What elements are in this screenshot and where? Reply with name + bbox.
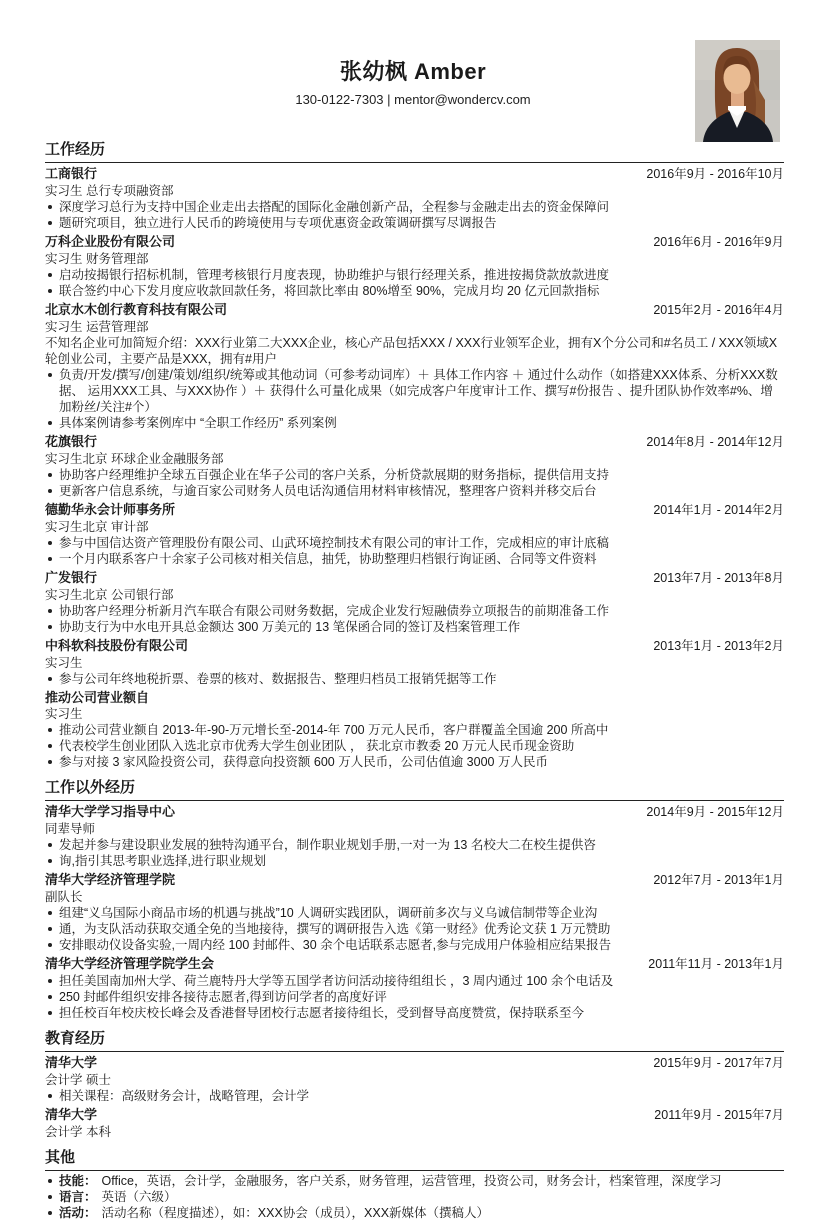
role-line: 实习生北京 审计部	[45, 520, 149, 534]
entry-tsinghua-sem-union	[45, 955, 784, 1021]
bullet-item: 协助客户经理分析新月汽车联合有限公司财务数据，完成企业发行短融债券立项报告的前期准备工作	[45, 603, 784, 619]
bullet-item: 组建“义乌国际小商品市场的机遇与挑战”10 人调研实践团队，调研前多次与义乌诚信制带等企业沟	[45, 905, 784, 921]
section-education	[45, 1029, 784, 1140]
entry-vanke	[45, 233, 784, 299]
other-label: 活动：	[59, 1206, 97, 1220]
bullet-item: 参与公司年终地税折票、卷票的核对、数据报告、整理归档员工报销凭据等工作	[45, 671, 784, 687]
date-range: 2013年7月 - 2013年8月	[653, 571, 784, 585]
person-photo-icon	[695, 40, 780, 142]
org-name: 清华大学经济管理学院	[45, 872, 176, 887]
section-title: 教育经历	[45, 1029, 784, 1052]
bullet-item: 代表校学生创业团队入选北京市优秀大学生创业团队 ， 获北京市教委 20 万元人民币现金资助	[45, 738, 784, 754]
other-text: 英语（六级）	[101, 1190, 177, 1204]
date-range: 2014年9月 - 2015年12月	[646, 805, 784, 819]
role-line: 实习生	[45, 707, 83, 721]
contact-line: 130-0122-7303 | mentor@wondercv.com	[295, 92, 531, 107]
bullet-item: 推动公司营业额自 2013-年-90-万元增长至-2014-年 700 万元人民币，客户群覆盖全国逾 200 所高中	[45, 722, 784, 738]
bullet-item: 250 封邮件组织安排各接待志愿者,得到访问学者的高度好评	[45, 989, 784, 1005]
org-name: 广发银行	[45, 570, 98, 585]
date-range: 2015年2月 - 2016年4月	[653, 303, 784, 317]
date-range: 2016年9月 - 2016年10月	[646, 167, 784, 181]
bullet-item: 通，为支队活动获取交通全免的当地接待，撰写的调研报告入选《第一财经》优秀论文获 1 万元赞助	[45, 921, 784, 937]
other-text: 活动名称（程度描述），如：XXX协会（成员），XXX新媒体（撰稿人）	[101, 1206, 490, 1220]
date-range: 2013年1月 - 2013年2月	[653, 639, 784, 653]
bullet-item: 更新客户信息系统，与逾百家公司财务人员电话沟通信用材料审核情况，整理客户资料并移交后台	[45, 483, 784, 499]
role-line: 副队长	[45, 890, 83, 904]
date-range: 2011年9月 - 2015年7月	[654, 1108, 784, 1122]
role-line: 实习生北京 环球企业金融服务部	[45, 452, 224, 466]
role-line: 实习生 总行专项融资部	[45, 184, 174, 198]
profile-photo	[695, 40, 780, 142]
section-title: 工作以外经历	[45, 778, 784, 801]
entry-tsinghua-master	[45, 1054, 784, 1104]
org-name: 工商银行	[45, 166, 98, 181]
other-activities	[45, 1205, 784, 1221]
entry-tsinghua-sem	[45, 871, 784, 953]
bullet-item: 负责/开发/撰写/创建/策划/组织/统筹或其他动词（可参考动词库）＋ 具体工作内容 ＋ 通过什么动作（如搭建XXX体系、分析XXX数据、 运用XXX工具、与XXX协作 ）＋ 获得什么可量化成果（如完成客户年度审计工作、撰写#份报告 、提升团队协作效率#%、增加粉丝/关注#个）	[45, 367, 784, 415]
bullet-item: 担任美国南加州大学、荷兰鹿特丹大学等五国学者访问活动接待组组长 ，3 周内通过 100 余个电话及	[45, 973, 784, 989]
entry-citi	[45, 433, 784, 499]
bullet-item: 安排眼动仪设备实验,一周内经 100 封邮件、30 余个电话联系志愿者,参与完成用户体验相应结果报告	[45, 937, 784, 953]
section-extracurricular	[45, 778, 784, 1021]
org-name: 清华大学学习指导中心	[45, 804, 176, 819]
bullet-item: 启动按揭银行招标机制，管理考核银行月度表现，协助维护与银行经理关系，推进按揭贷款放款进度	[45, 267, 784, 283]
bullet-item: 深度学习总行为支持中国企业走出去搭配的国际化金融创新产品，全程参与金融走出去的资金保障问	[45, 199, 784, 215]
org-name: 德勤华永会计师事务所	[45, 502, 176, 517]
other-text: Office，英语，会计学，金融服务，客户关系，财务管理，运营管理，投资公司，财务会计，档案管理，深度学习	[101, 1174, 722, 1188]
bullet-item: 参与对接 3 家风险投资公司，获得意向投资额 600 万人民币，公司估值逾 3000 万人民币	[45, 754, 784, 770]
entry-revenue-growth	[45, 689, 784, 770]
section-other	[45, 1148, 784, 1221]
date-range: 2016年6月 - 2016年9月	[653, 235, 784, 249]
other-skills	[45, 1173, 784, 1189]
org-name: 中科软科技股份有限公司	[45, 638, 189, 653]
role-line: 实习生 运营管理部	[45, 320, 149, 334]
bullet-item: 一个月内联系客户十余家子公司核对相关信息，抽凭，协助整理归档银行询证函、合同等文件资料	[45, 551, 784, 567]
org-name: 北京水木创行教育科技有限公司	[45, 302, 228, 317]
role-line: 实习生 财务管理部	[45, 252, 149, 266]
bullet-item: 联合签约中心下发月度应收款回款任务，将回款比率由 80%增至 90%，完成月均 20 亿元回款指标	[45, 283, 784, 299]
section-work-experience	[45, 140, 784, 770]
entry-shuimu	[45, 301, 784, 431]
date-range: 2014年1月 - 2014年2月	[653, 503, 784, 517]
role-line: 实习生	[45, 656, 83, 670]
role-line: 同辈导师	[45, 822, 96, 836]
role-line: 实习生北京 公司银行部	[45, 588, 174, 602]
bullet-item: 具体案例请参考案例库中 “全职工作经历” 系列案例	[45, 415, 784, 431]
degree-line: 会计学 硕士	[45, 1073, 111, 1087]
entry-tsinghua-guidance-center	[45, 803, 784, 869]
org-name: 推动公司营业额自	[45, 690, 150, 705]
date-range: 2011年11月 - 2013年1月	[648, 957, 784, 971]
bullet-item: 担任校百年校庆校长峰会及香港督导团校行志愿者接待组长，受到督导高度赞赏，保持联系至今	[45, 1005, 784, 1021]
entry-tsinghua-bachelor	[45, 1106, 784, 1140]
company-intro: 不知名企业可加简短介绍：XXX行业第二大XXX企业，核心产品包括XXX / XXX行业领军企业，拥有X个分公司和#名员工 / XXX领域X轮创业公司，主要产品是XXX，拥有#用户	[45, 336, 778, 366]
section-title: 工作经历	[45, 140, 784, 163]
bullet-item: 协助客户经理维护全球五百强企业在华子公司的客户关系，分析贷款展期的财务指标，提供信用支持	[45, 467, 784, 483]
bullet-item: 参与中国信达资产管理股份有限公司、山武环境控制技术有限公司的审计工作，完成相应的审计底稿	[45, 535, 784, 551]
other-label: 语言：	[59, 1190, 97, 1204]
entry-icbc	[45, 165, 784, 231]
candidate-name: 张幼枫 Amber	[339, 59, 487, 84]
entry-deloitte	[45, 501, 784, 567]
date-range: 2012年7月 - 2013年1月	[653, 873, 784, 887]
resume-body	[0, 140, 826, 1221]
bullet-item: 询,指引其思考职业选择,进行职业规划	[45, 853, 784, 869]
section-title: 其他	[45, 1148, 784, 1171]
bullet-item: 协助支行为中水电开具总金额达 300 万美元的 13 笔保函合同的签订及档案管理工作	[45, 619, 784, 635]
date-range: 2014年8月 - 2014年12月	[646, 435, 784, 449]
degree-line: 会计学 本科	[45, 1125, 111, 1139]
bullet-item: 题研究项目，独立进行人民币的跨境使用与专项优惠资金政策调研撰写尽调报告	[45, 215, 784, 231]
org-name: 清华大学	[45, 1055, 98, 1070]
date-range: 2015年9月 - 2017年7月	[653, 1056, 784, 1070]
org-name: 清华大学	[45, 1107, 98, 1122]
other-label: 技能：	[59, 1174, 97, 1188]
bullet-item: 发起并参与建设职业发展的独特沟通平台，制作职业规划手册,一对一为 13 名校大二在校生提供咨	[45, 837, 784, 853]
other-language	[45, 1189, 784, 1205]
org-name: 万科企业股份有限公司	[45, 234, 176, 249]
entry-sinosoft	[45, 637, 784, 687]
org-name: 清华大学经济管理学院学生会	[45, 956, 215, 971]
entry-cgb	[45, 569, 784, 635]
org-name: 花旗银行	[45, 434, 98, 449]
bullet-item: 相关课程：高级财务会计，战略管理，会计学	[45, 1088, 784, 1104]
